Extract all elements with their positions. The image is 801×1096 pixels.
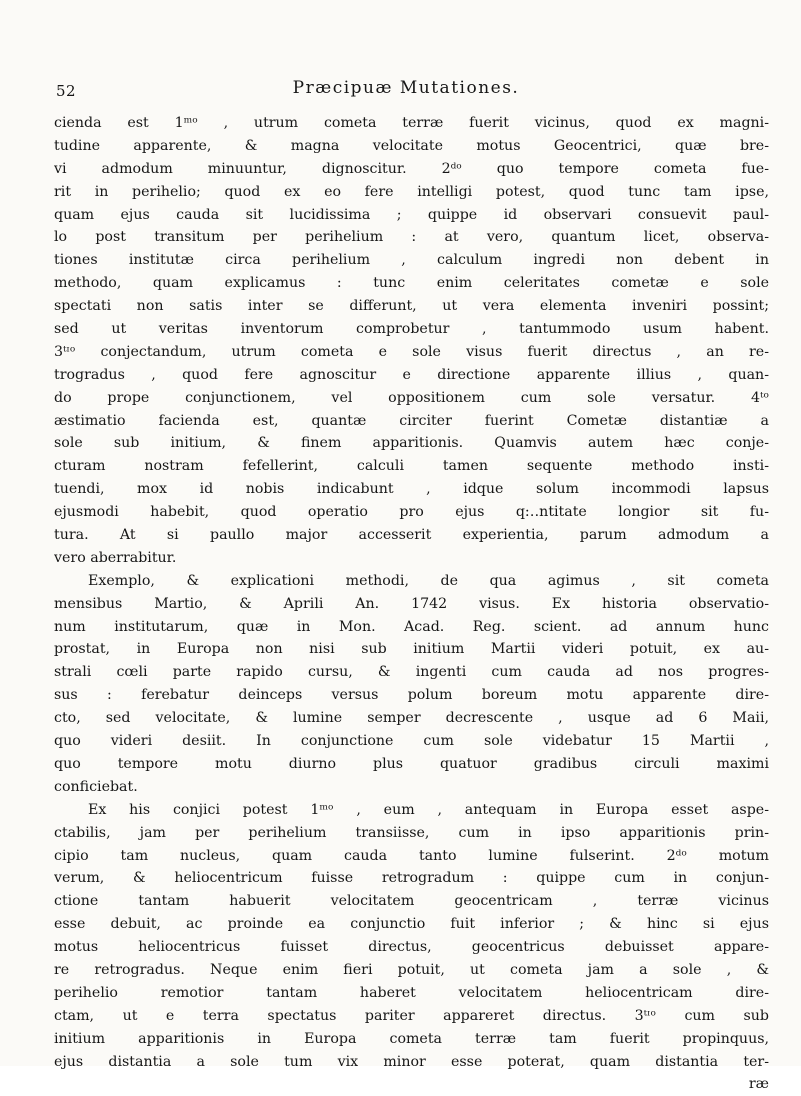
page-header	[56, 78, 756, 100]
text-line: lo post transitum per perihelium : at vero, quantum licet, observa-	[54, 229, 769, 246]
text-line: esse debuit, ac proinde ea conjunctio fuit inferior ; & hinc si ejus	[54, 916, 769, 933]
paragraph-end-line: conficiebat.	[54, 778, 138, 795]
text-line: æstimatio facienda est, quantæ circiter fuerint Cometæ distantiæ a	[54, 412, 769, 429]
text-line: prostat, in Europa non nisi sub initium Martii videri potuit, ex au-	[54, 641, 769, 658]
text-line: rit in perihelio; quod ex eo fere intelligi potest, quod tunc tam ipse,	[54, 183, 769, 200]
text-line: trogradus , quod fere agnoscitur e directione apparente illius , quan-	[54, 366, 769, 383]
text-line: quo videri desiit. In conjunctione cum sole videbatur 15 Martii ,	[54, 733, 769, 750]
text-line: mensibus Martio, & Aprili An. 1742 visus. Ex historia observatio-	[54, 595, 769, 612]
text-line: ejus distantia a sole tum vix minor esse poterat, quam distantia ter-	[54, 1053, 769, 1070]
text-line: sole sub initium, & finem apparitionis. Quamvis autem hæc conje-	[54, 435, 769, 452]
text-line: ctione tantam habuerit velocitatem geocentricam , terræ vicinus	[54, 893, 769, 910]
paragraph-end-line: vero aberrabitur.	[54, 549, 177, 566]
text-line: quam ejus cauda sit lucidissima ; quippe id observari consuevit paul-	[54, 206, 769, 223]
paragraph-start-line: Exemplo, & explicationi methodi, de qua agimus , sit cometa	[88, 572, 769, 589]
text-line: re retrogradus. Neque enim fieri potuit, ut cometa jam a sole , &	[54, 961, 769, 978]
text-line: do prope conjunctionem, vel oppositionem cum sole versatur. 4ᵗᵒ	[54, 389, 769, 406]
page-number: 52	[56, 82, 77, 100]
catchword: ræ	[748, 1076, 769, 1093]
text-line: strali cœli parte rapido cursu, & ingenti cum cauda ad nos progres-	[54, 664, 769, 681]
text-line: initium apparitionis in Europa cometa terræ tam fuerit propinquus,	[54, 1030, 769, 1047]
text-line: cienda est 1ᵐᵒ , utrum cometa terræ fuerit vicinus, quod ex magni-	[54, 115, 769, 131]
text-line: methodo, quam explicamus : tunc enim celeritates cometæ e sole	[54, 275, 769, 292]
text-line: quo tempore motu diurno plus quatuor gradibus circuli maximi	[54, 755, 769, 772]
text-line: spectati non satis inter se differunt, ut vera elementa inveniri possint;	[54, 298, 769, 315]
paragraph-start-line: Ex his conjici potest 1ᵐᵒ , eum , antequam in Europa esset aspe-	[88, 801, 769, 818]
text-line: cturam nostram fefellerint, calculi tamen sequente methodo insti-	[54, 458, 769, 475]
text-line: sus : ferebatur deinceps versus polum boreum motu apparente dire-	[54, 687, 769, 704]
text-line: ejusmodi habebit, quod operatio pro ejus q:‥ntitate longior sit fu-	[54, 504, 769, 521]
running-head: Præcipuæ Mutationes.	[292, 78, 520, 98]
text-line: cipio tam nucleus, quam cauda tanto lumine fulserint. 2ᵈᵒ motum	[54, 847, 769, 864]
text-line: tura. At si paullo major accesserit experientia, parum admodum a	[54, 527, 769, 544]
text-line: ctabilis, jam per perihelium transiisse, cum in ipso apparitionis prin-	[54, 824, 769, 841]
text-line: sed ut veritas inventorum comprobetur , tantummodo usum habent.	[54, 321, 769, 338]
text-line: cto, sed velocitate, & lumine semper decrescente , usque ad 6 Maii,	[54, 710, 769, 727]
text-line: verum, & heliocentricum fuisse retrogradum : quippe cum in conjun-	[54, 870, 769, 887]
text-line: tuendi, mox id nobis indicabunt , idque solum incommodi lapsus	[54, 481, 769, 498]
text-line: motus heliocentricus fuisset directus, geocentricus debuisset appare-	[54, 939, 769, 956]
text-line: ctam, ut e terra spectatus pariter appareret directus. 3ᵗᶦᵒ cum sub	[54, 1007, 769, 1024]
text-line: tudine apparente, & magna velocitate motus Geocentrici, quæ bre-	[54, 137, 769, 154]
text-line: tiones institutæ circa perihelium , calculum ingredi non debent in	[54, 252, 769, 269]
text-line: vi admodum minuuntur, dignoscitur. 2ᵈᵒ quo tempore cometa fue-	[54, 160, 769, 177]
text-line: num institutarum, quæ in Mon. Acad. Reg. scient. ad annum hunc	[54, 618, 769, 635]
text-line: perihelio remotior tantam haberet velocitatem heliocentricam dire-	[54, 984, 769, 1001]
body-text	[54, 112, 769, 1096]
text-line: 3ᵗᶦᵒ conjectandum, utrum cometa e sole visus fuerit directus , an re-	[54, 343, 769, 360]
